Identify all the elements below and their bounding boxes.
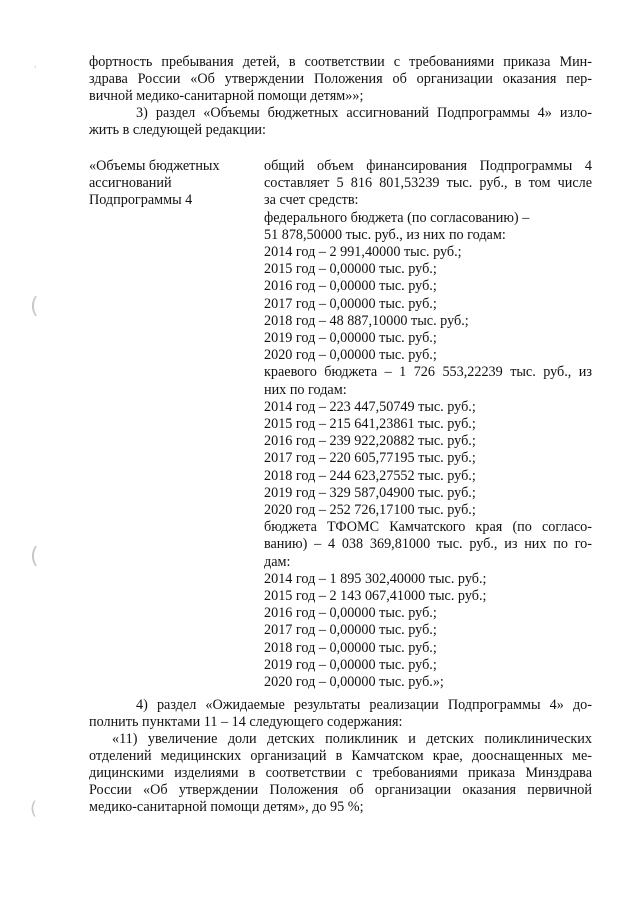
table-right-line: 2019 год – 329 587,04900 тыс. руб.;: [264, 484, 476, 501]
table-right-line: ванию) – 4 038 369,81000 тыс. руб., из них по го-: [264, 536, 592, 553]
table-right-line: 2015 год – 2 143 067,41000 тыс. руб.;: [264, 588, 487, 604]
table-left-line: «Объемы бюджетных: [89, 158, 220, 174]
table-left-line: ассигнований: [89, 175, 172, 191]
table-right-line: составляет 5 816 801,53239 тыс. руб., в том числе: [264, 175, 592, 192]
table-right-line: 2014 год – 1 895 302,40000 тыс. руб.;: [264, 570, 487, 587]
table-right-line: них по годам:: [264, 381, 347, 398]
table-right-line: 51 878,50000 тыс. руб., из них по годам:: [264, 226, 506, 243]
table-right-column: [264, 158, 592, 698]
table-right-line: 2020 год – 0,00000 тыс. руб.»;: [264, 674, 444, 690]
intro-line-1: фортность пребывания детей, в соответствии с требованиями приказа Мин-: [89, 54, 592, 70]
table-right-line: бюджета ТФОМС Камчатского края (по согласо-: [264, 519, 592, 536]
table-right-line: федерального бюджета (по согласованию) –: [264, 209, 530, 226]
table-right-line: 2014 год – 2 991,40000 тыс. руб.;: [264, 244, 462, 260]
scan-mark-4: (: [30, 798, 38, 819]
scan-mark-3: (: [30, 544, 39, 569]
table-right-line: 2015 год – 0,00000 тыс. руб.;: [264, 261, 437, 278]
table-right-line: 2020 год – 252 726,17100 тыс. руб.;: [264, 502, 476, 518]
table-right-line: 2014 год – 223 447,50749 тыс. руб.;: [264, 398, 476, 415]
intro-line-2: здрава России «Об утверждении Положения об организации оказания пер-: [89, 71, 592, 87]
table-right-line: 2018 год – 0,00000 тыс. руб.;: [264, 639, 437, 656]
item11-line-3: дицинскими изделиями в соответствии с требованиями приказа Минздрава: [89, 765, 592, 781]
item4-line-2: полнить пунктами 11 – 14 следующего содержания:: [89, 714, 403, 730]
table-right-line: краевого бюджета – 1 726 553,22239 тыс. руб., из: [264, 364, 592, 381]
scan-mark-2: (: [30, 294, 39, 319]
table-right-line: 2016 год – 0,00000 тыс. руб.;: [264, 278, 437, 295]
table-right-line: дам:: [264, 553, 291, 570]
table-right-line: 2018 год – 48 887,10000 тыс. руб.;: [264, 312, 469, 329]
item3-line-2: жить в следующей редакции:: [89, 122, 266, 138]
table-right-line: 2017 год – 0,00000 тыс. руб.;: [264, 622, 437, 639]
item11-line-5: медико-санитарной помощи детям», до 95 %;: [89, 799, 364, 815]
table-right-line: 2015 год – 215 641,23861 тыс. руб.;: [264, 416, 476, 432]
table-right-line: 2017 год – 0,00000 тыс. руб.;: [264, 295, 437, 312]
table-right-line: 2019 год – 0,00000 тыс. руб.;: [264, 656, 437, 673]
item11-line-4: России «Об утверждении Положения об организации оказания первичной: [89, 782, 592, 798]
intro-line-3: вичной медико-санитарной помощи детям»»;: [89, 88, 364, 104]
scan-mark-1: ': [34, 65, 37, 75]
table-left-line: Подпрограммы 4: [89, 192, 193, 208]
table-right-line: 2016 год – 0,00000 тыс. руб.;: [264, 605, 437, 622]
item11-line-2: отделений медицинских организаций в Камчатском крае, дооснащенных ме-: [89, 748, 592, 764]
table-right-line: 2018 год – 244 623,27552 тыс. руб.;: [264, 467, 476, 484]
item11-line-1: «11) увеличение доли детских поликлиник и детских поликлинических: [112, 731, 592, 747]
item4-line-1: 4) раздел «Ожидаемые результаты реализации Подпрограммы 4» до-: [136, 697, 592, 713]
table-right-line: 2019 год – 0,00000 тыс. руб.;: [264, 330, 437, 346]
table-right-line: 2017 год – 220 605,77195 тыс. руб.;: [264, 450, 476, 467]
table-right-line: за счет средств:: [264, 192, 359, 209]
item3-line-1: 3) раздел «Объемы бюджетных ассигнований Подпрограммы 4» изло-: [136, 105, 592, 121]
table-right-line: 2016 год – 239 922,20882 тыс. руб.;: [264, 433, 476, 450]
table-right-line: 2020 год – 0,00000 тыс. руб.;: [264, 347, 437, 364]
table-right-line: общий объем финансирования Подпрограммы 4: [264, 158, 592, 174]
